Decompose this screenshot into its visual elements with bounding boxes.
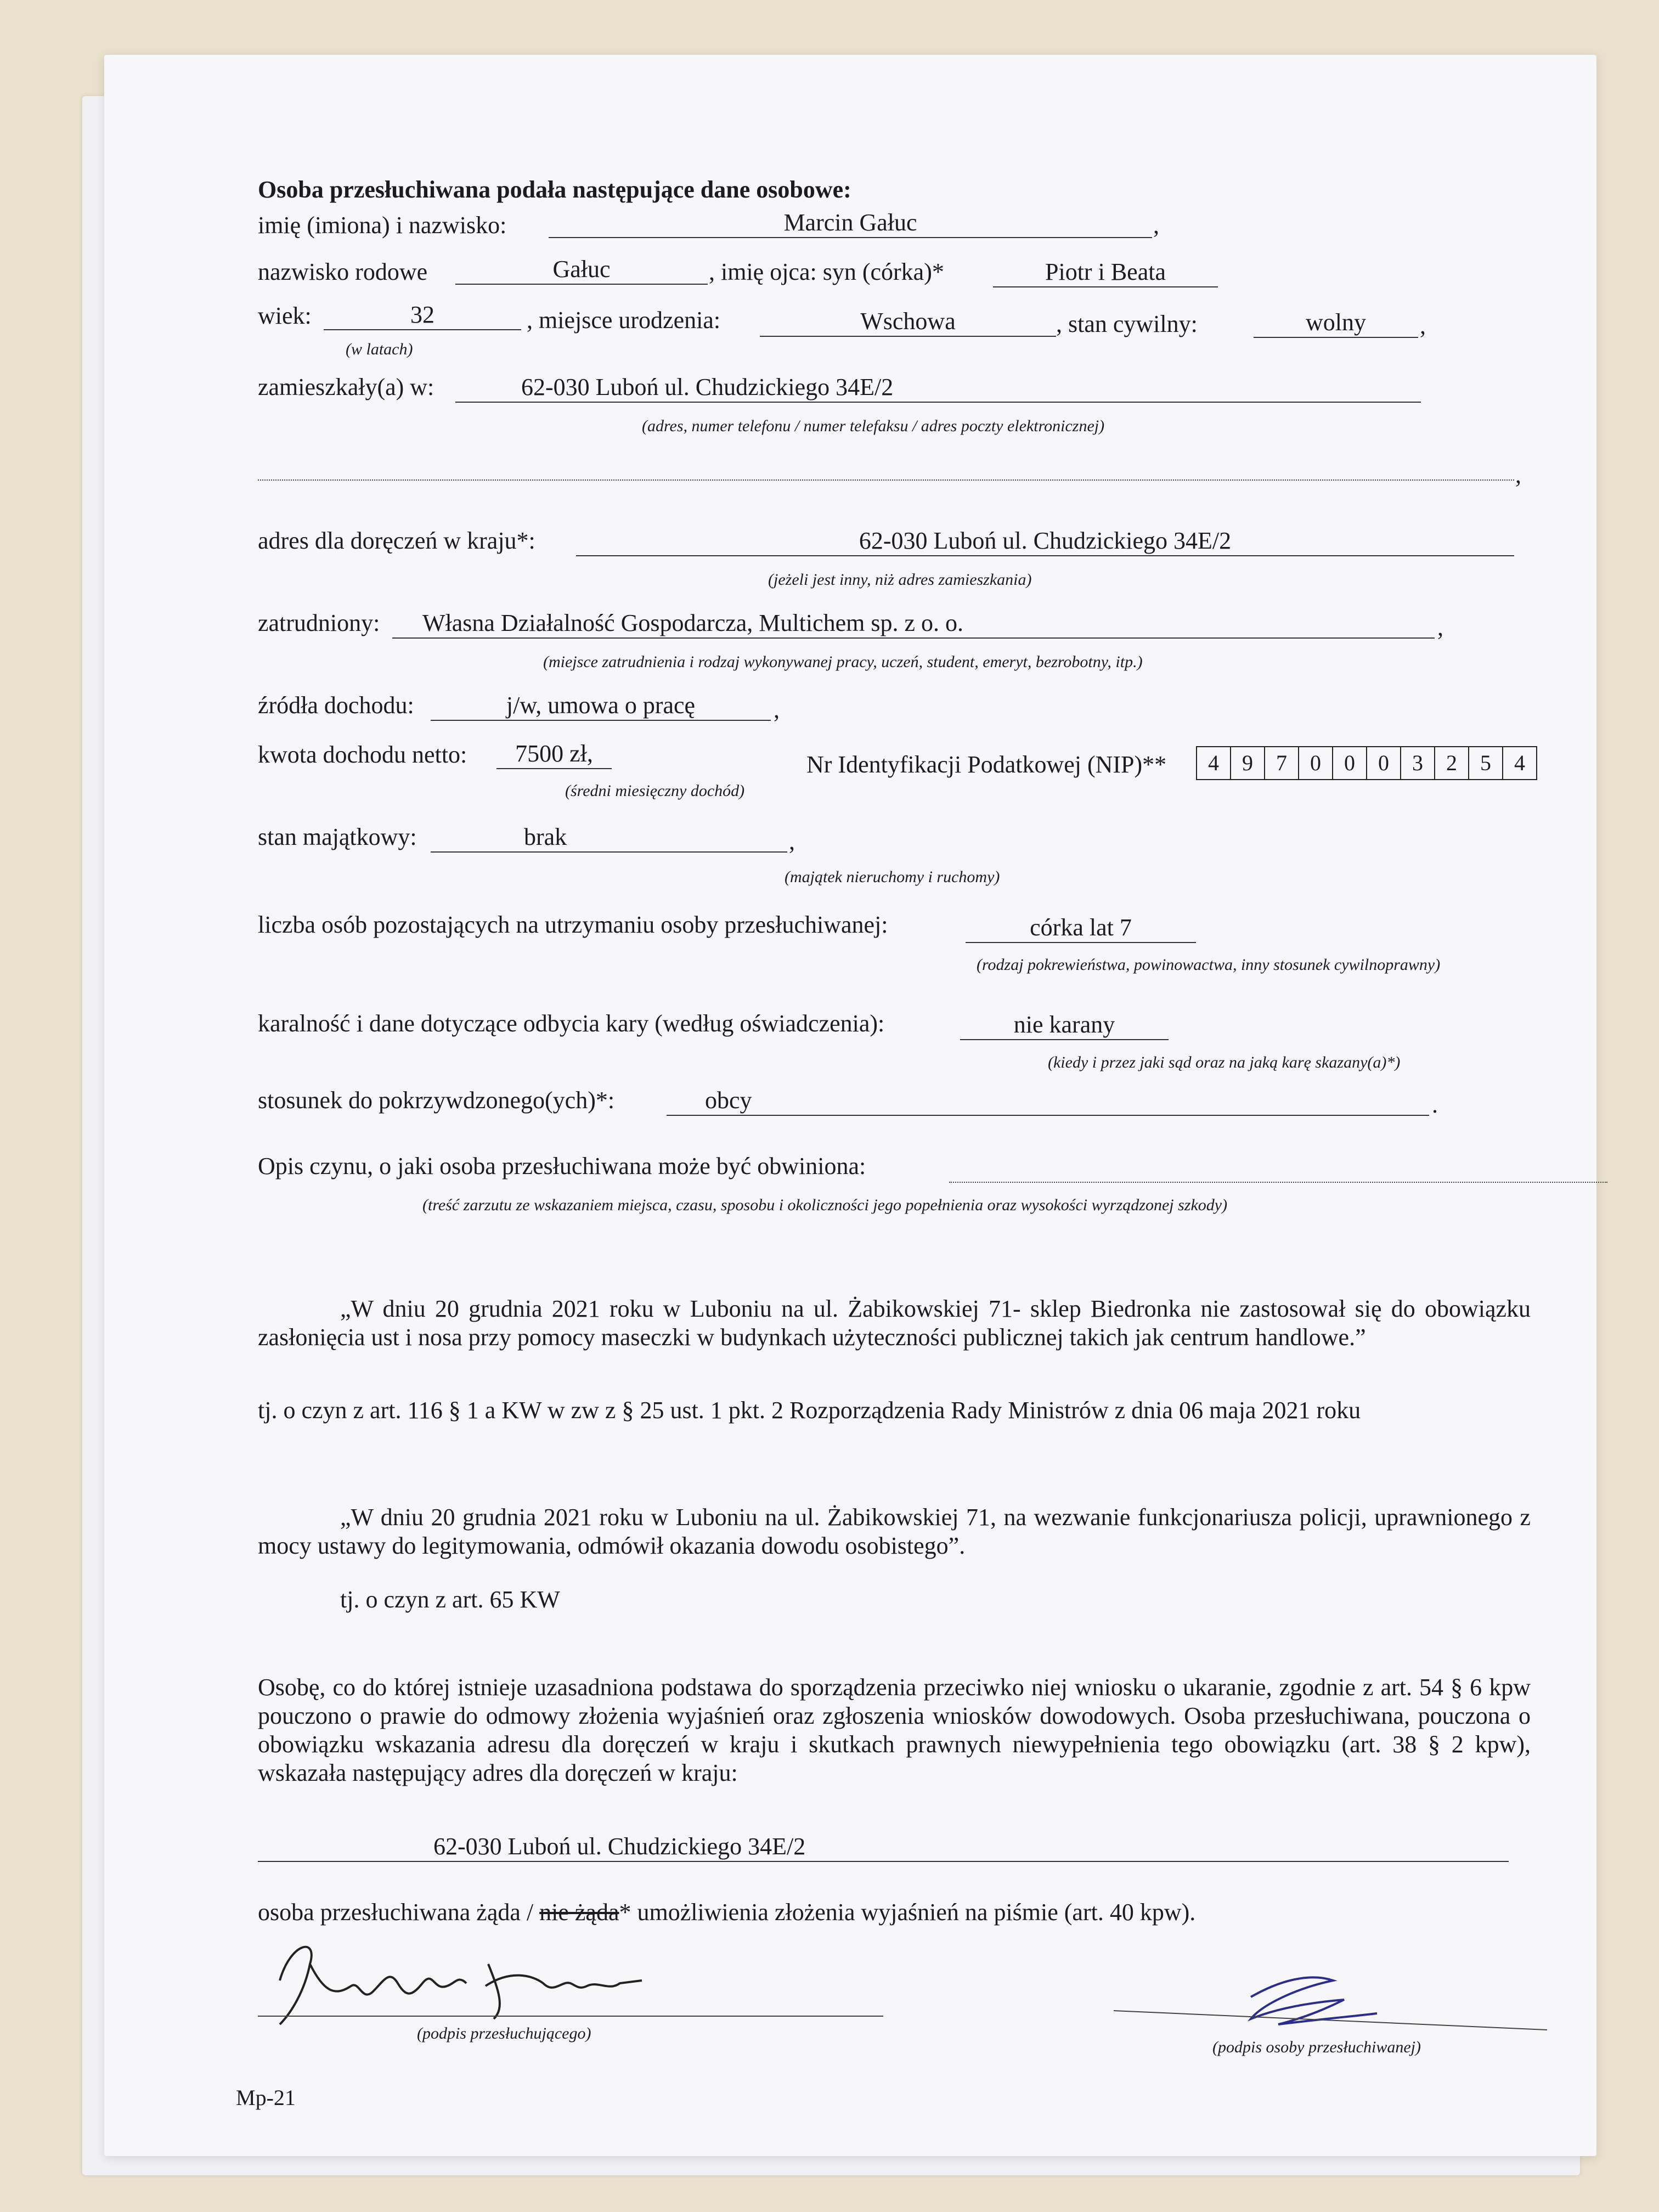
employed-value: Własna Działalność Gospodarcza, Multichem sp. z o. o.	[392, 609, 1435, 639]
signature-interviewee	[1114, 1959, 1553, 2041]
delivery-label: adres dla doręczeń w kraju*:	[258, 527, 535, 554]
request-struck: nie żąda	[539, 1899, 619, 1926]
nip-digit: 4	[1197, 747, 1231, 779]
civil-label: , stan cywilny:	[1056, 311, 1198, 337]
record-value: nie karany	[960, 1011, 1169, 1040]
act-line	[949, 1180, 1607, 1183]
act-hint: (treść zarzutu ze wskazaniem miejsca, czasu, sposobu i okoliczności jego popełnienia oraz wysokości wyrządzonej szkody)	[422, 1196, 1228, 1214]
nip-digit: 5	[1469, 747, 1503, 779]
age-hint: (w latach)	[346, 340, 413, 358]
nip-digit: 2	[1435, 747, 1469, 779]
nip-label: Nr Identyfikacji Podatkowej (NIP)**	[806, 751, 1167, 778]
charge-2-ref: tj. o czyn z art. 65 KW	[340, 1586, 560, 1613]
income-source-label: źródła dochodu:	[258, 692, 414, 719]
income-hint: (średni miesięczny dochód)	[565, 782, 745, 800]
relation-label: stosunek do pokrzywdzonego(ych)*:	[258, 1087, 615, 1114]
birthplace-label: , miejsce urodzenia:	[527, 307, 721, 334]
residence-hint: (adres, numer telefonu / numer telefaksu / adres poczty elektronicznej)	[642, 417, 1105, 435]
nip-digit: 9	[1231, 747, 1265, 779]
nip-digit: 0	[1299, 747, 1333, 779]
instruction-address: 62-030 Luboń ul. Chudzickiego 34E/2	[258, 1832, 1509, 1862]
interviewee-sign-hint: (podpis osoby przesłuchiwanej)	[1212, 2038, 1421, 2056]
nip-boxes	[1196, 746, 1537, 780]
nip-digit: 4	[1514, 751, 1525, 775]
father-value: Piotr i Beata	[993, 258, 1218, 287]
period: .	[1432, 1091, 1438, 1118]
dependents-value: córka lat 7	[966, 913, 1196, 943]
income-label: kwota dochodu netto:	[258, 741, 467, 768]
income-value: 7500 zł,	[496, 740, 612, 769]
document-sheet	[104, 55, 1596, 2156]
nip-digit: 0	[1333, 747, 1367, 779]
nip-digit: 0	[1367, 747, 1401, 779]
residence-value: 62-030 Luboń ul. Chudzickiego 34E/2	[455, 373, 1421, 403]
property-label: stan majątkowy:	[258, 823, 417, 850]
examiner-sign-hint: (podpis przesłuchującego)	[417, 2024, 591, 2042]
charge-1: „W dniu 20 grudnia 2021 roku w Luboniu na ul. Żabikowskiej 71- sklep Biedronka nie zastosował się do obowiązku zasłonięcia ust i nosa przy pomocy maseczki w budynkach użyteczności publicznej takich jak centrum handlowe.”	[258, 1295, 1531, 1351]
request-part1: osoba przesłuchiwana żąda /	[258, 1899, 540, 1926]
request-part2: * umożliwienia złożenia wyjaśnień na piśmie (art. 40 kpw).	[619, 1899, 1196, 1926]
comma: ,	[1515, 461, 1521, 488]
employed-hint: (miejsce zatrudnienia i rodzaj wykonywanej pracy, uczeń, student, emeryt, bezrobotny, itp.)	[543, 653, 1143, 671]
record-label: karalność i dane dotyczące odbycia kary (według oświadczenia):	[258, 1010, 885, 1037]
birthplace-value: Wschowa	[760, 307, 1056, 337]
request-line	[258, 1898, 1195, 1926]
delivery-hint: (jeżeli jest inny, niż adres zamieszkania)	[768, 571, 1032, 589]
nip-digit: 7	[1265, 747, 1299, 779]
dependents-hint: (rodzaj pokrewieństwa, powinowactwa, inny stosunek cywilnoprawny)	[977, 956, 1441, 974]
name-label: imię (imiona) i nazwisko:	[258, 212, 507, 239]
father-label: , imię ojca: syn (córka)*	[709, 258, 944, 285]
age-label: wiek:	[258, 302, 312, 329]
comma: ,	[1153, 212, 1159, 239]
comma: ,	[774, 696, 780, 723]
family-name-value: Gałuc	[455, 255, 708, 285]
age-value: 32	[324, 301, 521, 330]
comma: ,	[789, 828, 795, 855]
comma: ,	[1420, 312, 1426, 339]
form-code: Mp-21	[236, 2085, 296, 2110]
residence-label: zamieszkały(a) w:	[258, 374, 435, 400]
dependents-label: liczba osób pozostających na utrzymaniu osoby przesłuchiwanej:	[258, 911, 888, 938]
civil-value: wolny	[1254, 308, 1418, 338]
employed-label: zatrudniony:	[258, 610, 380, 636]
charge-1-ref: tj. o czyn z art. 116 § 1 a KW w zw z § 25 ust. 1 pkt. 2 Rozporządzenia Rady Ministrów z dnia 06 maja 2021 roku	[258, 1397, 1361, 1424]
blank-line	[258, 477, 1514, 481]
form-header: Osoba przesłuchiwana podała następujące dane osobowe:	[258, 176, 851, 203]
delivery-value: 62-030 Luboń ul. Chudzickiego 34E/2	[576, 527, 1514, 556]
header-text: Osoba przesłuchiwana podała następujące dane osobowe	[258, 176, 844, 203]
income-source-value: j/w, umowa o pracę	[431, 691, 771, 721]
nip-digit: 3	[1401, 747, 1435, 779]
charge-2: „W dniu 20 grudnia 2021 roku w Luboniu na ul. Żabikowskiej 71, na wezwanie funkcjonariusza policji, uprawnionego z mocy ustawy do legitymowania, odmówił okazania dowodu osobistego”.	[258, 1504, 1531, 1559]
act-label: Opis czynu, o jaki osoba przesłuchiwana może być obwiniona:	[258, 1153, 866, 1180]
instruction-text: Osobę, co do której istnieje uzasadniona podstawa do sporządzenia przeciwko niej wniosku o ukaranie, zgodnie z art. 54 § 6 kpw pouczono o prawie do odmowy złożenia wyjaśnień oraz zgłoszenia wniosków dowodowych. Osoba przesłuchiwana, pouczona o obowiązku wskazania adresu dla doręczeń w kraju i skutkach prawnych niewypełnienia tego obowiązku (art. 38 § 2 kpw), wskazała następujący adres dla doręczeń w kraju:	[258, 1674, 1531, 1786]
record-hint: (kiedy i przez jaki sąd oraz na jaką karę skazany(a)*)	[1048, 1053, 1401, 1071]
relation-value: obcy	[667, 1086, 1429, 1116]
comma: ,	[1437, 614, 1443, 641]
name-value: Marcin Gałuc	[549, 208, 1152, 238]
property-value: brak	[431, 823, 787, 853]
property-hint: (majątek nieruchomy i ruchomy)	[785, 868, 1000, 886]
family-name-label: nazwisko rodowe	[258, 258, 428, 285]
